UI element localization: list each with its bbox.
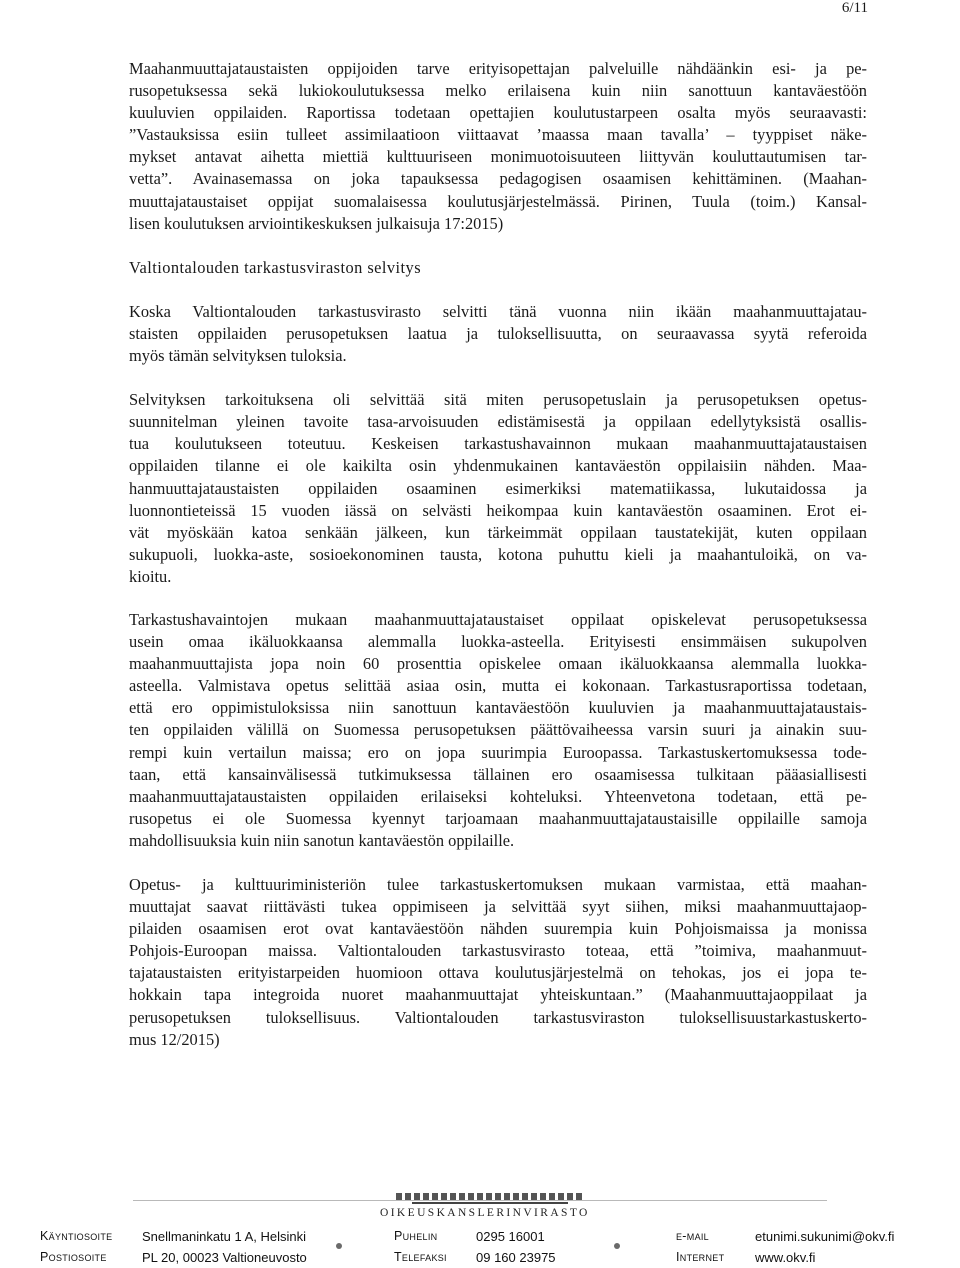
text-line: vät myöskään katoa senkään jälkeen, kun tärkeimmät oppilaan taustatekijät, kuten oppilaan <box>129 522 867 542</box>
text-line: usein omaa ikäluokkaansa alemmalla luokka-asteella. Erityisesti ensimmäisen sukupolven <box>129 632 867 652</box>
email-value[interactable]: etunimi.sukunimi@okv.fi <box>755 1229 895 1244</box>
paragraph-5 <box>129 874 867 1051</box>
text-line: ”Vastauksissa esiin tulleet assimilaatioon viittaavat ’maassa maan tavalla’ – tyyppiset näke- <box>129 125 867 145</box>
fax-label: Telefaksi <box>394 1250 447 1264</box>
text-line: sukupuoli, luokka-aste, sosioekonominen tausta, kotona puhuttu kieli ja maahantuloikä, on va- <box>129 544 867 564</box>
text-line: rempi kuin vertailun maissa; ero on jopa suurimpia Euroopassa. Tarkastuskertomuksessa tode- <box>129 742 867 762</box>
text-line: että ero oppimistuloksissa niin sanottuun kantaväestöön kuuluvien ja maahanmuuttajataustais- <box>129 698 867 718</box>
text-line: Maahanmuuttajataustaisten oppijoiden tarve erityisopettajan palveluille nähdäänkin esi- ja pe- <box>129 59 867 78</box>
internet-value[interactable]: www.okv.fi <box>755 1250 816 1265</box>
text-line: perusopetuksen tuloksellisuus. Valtiontalouden tarkastusviraston tuloksellisuustarkastuskerto- <box>129 1007 867 1027</box>
paragraph-1 <box>129 58 867 235</box>
text-line: luonnontieteissä 15 vuoden iässä on selvästi heikompaa kuin kantaväestön osaaminen. Erot ei- <box>129 500 867 520</box>
footer-separator-dot <box>614 1243 620 1249</box>
text-line: maahanmuuttajista jopa noin 60 prosenttia opiskelee omaan ikäluokkaansa alemmalla luokka- <box>129 654 867 674</box>
text-line: maahanmuuttajataustaisten oppilaiden erilaiseksi kohteluksi. Yhteenvetona todetaan, että pe- <box>129 786 867 806</box>
text-line: Valtiontalouden tarkastusviraston selvitys <box>129 257 422 277</box>
footer-separator-dot <box>336 1243 342 1249</box>
text-line: ten oppilaiden välillä on Suomessa perusopetuksen päättövaiheessa varsin suuri ja ainakin suu- <box>129 720 867 740</box>
text-line: muuttajataustaiset oppijat suomalaisessa koulutusjärjestelmässä. Pirinen, Tuula (toim.) Kansal- <box>129 191 867 211</box>
text-line: hanmuuttajataustaisten oppilaiden osaaminen esimerkiksi matematiikassa, lukutaidossa ja <box>129 478 867 498</box>
visiting-address-label: Käyntiosoite <box>40 1229 113 1243</box>
text-line: mus 12/2015) <box>129 1029 220 1049</box>
phone-label: Puhelin <box>394 1229 438 1243</box>
text-line: asteella. Valmistava opetus selittää asiaa osin, mutta ei kokonaan. Tarkastusraportissa todetaan, <box>129 676 867 696</box>
text-line: Pohjois-Euroopan maissa. Valtiontalouden tarkastusvirasto toteaa, että ”toimiva, maahanmuut- <box>129 941 867 961</box>
fax-value: 09 160 23975 <box>476 1250 556 1265</box>
text-line: Selvityksen tarkoituksena oli selvittää sitä miten perusopetuslain ja perusopetuksen opetus- <box>129 390 867 410</box>
text-line: pilaiden osaamisen erot ovat kantaväestöön nähden suurempia kuin Pohjoismaissa ja monissa <box>129 919 867 939</box>
footer-contact-row-2 <box>0 1250 960 1268</box>
document-body <box>129 58 867 1051</box>
text-line: Tarkastushavaintojen mukaan maahanmuuttajataustaiset oppilaat opiskelevat perusopetuksessa <box>129 609 867 629</box>
email-label: e-mail <box>676 1229 709 1243</box>
text-line: Koska Valtiontalouden tarkastusvirasto selvitti tänä vuonna niin ikään maahanmuuttajatau- <box>129 301 867 321</box>
agency-name: OIKEUSKANSLERINVIRASTO <box>380 1207 590 1219</box>
footer-contact-row-1 <box>0 1229 960 1247</box>
text-line: rusopetus ei ole Suomessa kyennyt tarjoamaan maahanmuuttajataustaisille oppilaille samoja <box>129 808 867 828</box>
text-line: tua koulutukseen toteutuu. Keskeisen tarkastushavainnon mukaan maahanmuuttajataustaisen <box>129 434 867 454</box>
text-line: staisten oppilaiden perusopetuksen laatua ja tuloksellisuutta, on seuraavassa syytä referoida <box>129 323 867 343</box>
page-number: 6/11 <box>841 0 868 16</box>
text-line: vetta”. Avainasemassa on joka tapauksessa pedagogisen osaamisen kehittäminen. (Maahan- <box>129 169 867 189</box>
postal-address-label: Postiosoite <box>40 1250 107 1264</box>
text-line: oppilaiden tilanne ei ole kaikilta osin yhdenmukainen kantaväestön oppilaisiin nähden. Maa- <box>129 456 867 476</box>
paragraph-3 <box>129 389 867 588</box>
text-line: tajataustaisten erityistarpeiden huomioon ottava koulutusjärjestelmä on tehokas, jos ei jopa te- <box>129 963 867 983</box>
text-line: suunnitelman yleinen tavoite tasa-arvoisuuden edistämisestä ja oppilaan edellytyksistä osallis- <box>129 412 867 432</box>
text-line: kuuluvien oppilaiden. Raportissa todetaan opettajien koulutustarpeen osalta myös seuraavasti: <box>129 103 867 123</box>
text-line: kioitu. <box>129 566 172 586</box>
text-line: mahdollisuuksia kuin niin sanotun kantaväestön oppilaille. <box>129 830 515 850</box>
footer-rule <box>133 1200 827 1201</box>
postal-address-value: PL 20, 00023 Valtioneuvosto <box>142 1250 307 1265</box>
text-line: hokkain tapa integroida nuoret maahanmuuttajat yhteiskuntaan.” (Maahanmuuttajaoppilaat ja <box>129 985 867 1005</box>
text-line: myös tämän selvityksen tuloksia. <box>129 346 347 366</box>
text-line: lisen koulutuksen arviointikeskuksen julkaisuja 17:2015) <box>129 213 504 233</box>
text-line: taan, että kansainvälisessä tutkimuksessa tällainen ero osaamisessa tulkitaan pääasiallisesti <box>129 764 867 784</box>
text-line: muuttajat saavat riittävästi tukea oppimiseen ja selvittää syyt siihen, miksi maahanmuuttajaop- <box>129 897 867 917</box>
footer-ornament-bar <box>412 1202 568 1204</box>
phone-value: 0295 16001 <box>476 1229 545 1244</box>
paragraph-2 <box>129 301 867 367</box>
visiting-address-value: Snellmaninkatu 1 A, Helsinki <box>142 1229 307 1244</box>
text-line: Opetus- ja kulttuuriministeriön tulee tarkastuskertomuksen mukaan varmistaa, että maahan- <box>129 875 867 894</box>
paragraph-4 <box>129 609 867 852</box>
text-line: rusopetuksessa sekä lukiokoulutuksessa melko erilaisena kuin niin sanottuun kantaväestöön <box>129 81 867 101</box>
internet-label: Internet <box>676 1250 725 1264</box>
section-heading <box>129 257 867 279</box>
text-line: mykset antavat aihetta miettiä kulttuuriseen monimuotoisuuteen liittyvän kouluttautumisen tar- <box>129 147 867 167</box>
